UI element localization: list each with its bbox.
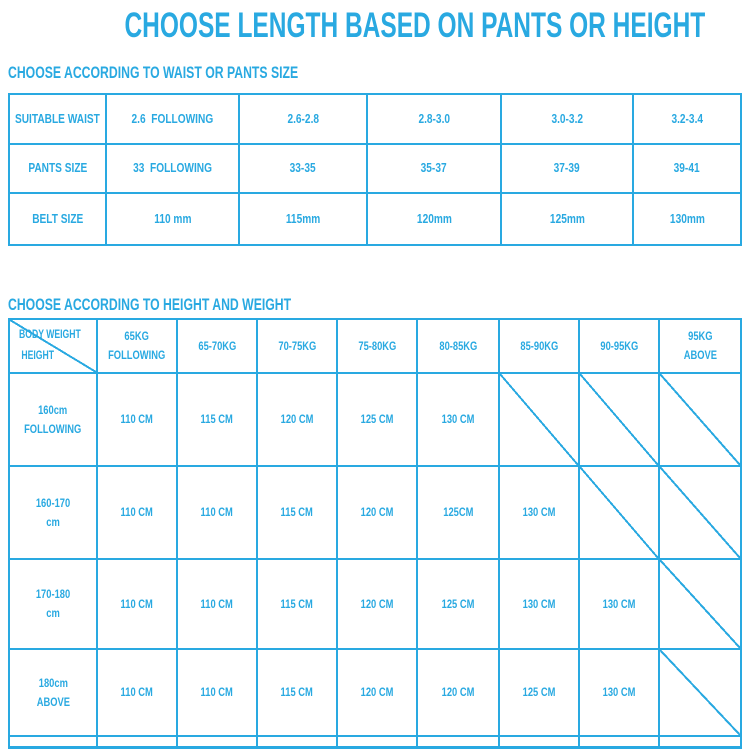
value-cell [634,194,740,244]
belt-length-cell [98,560,178,650]
belt-length-text: 120 CM [360,685,394,700]
belt-length-text: 125 CM [360,412,394,427]
corner-bottom-left [15,346,60,365]
belt-length-text: 115 CM [280,685,314,700]
clipped-cell [10,737,98,746]
clipped-cell [660,737,740,746]
page-title [0,6,750,46]
belt-length-cell [258,650,338,735]
clipped-cell [338,737,418,746]
cell-text-line: FOLLOWING [108,348,166,362]
height-label: HEIGHT [21,348,54,363]
belt-length-text: 125 CM [441,596,475,611]
belt-length-text: 120 CM [360,505,394,520]
page-title-text: CHOOSE LENGTH BASED ON PANTS OR HEIGHT [124,6,706,45]
weight-header-text [600,337,638,356]
belt-length-text: 110 CM [200,685,234,700]
belt-length-text: 110 CM [120,412,154,427]
empty-cell-diagonal [660,374,740,467]
section-heading-waist [8,63,411,83]
value-cell [368,95,502,145]
belt-length-cell [500,650,580,735]
value-text: 130mm [669,211,705,227]
value-cell [240,194,368,244]
belt-length-cell [418,467,500,560]
cell-text-line: 85-90KG [519,338,558,353]
height-row-header-text [36,674,69,711]
weight-header-text [278,337,316,356]
row-header-cell [10,145,107,195]
cell-text-line: 65KG [124,329,150,344]
cell-text-line: 75-80KG [357,338,396,353]
belt-length-cell [580,560,660,650]
empty-cell-diagonal [580,374,660,467]
weight-header-cell [258,320,338,374]
value-cell [634,95,740,145]
weight-header-cell [500,320,580,374]
value-text: 33-35 [290,160,316,176]
value-cell [502,95,634,145]
empty-cell-diagonal [660,650,740,735]
cell-text-line: 160cm [38,402,68,417]
weight-header-cell [338,320,418,374]
belt-length-cell [338,560,418,650]
cell-text-line: 160-170 [35,495,71,510]
value-cell [502,194,634,244]
height-row-header-text [36,585,70,622]
value-text: 37-39 [554,160,580,176]
belt-length-cell [418,650,500,735]
value-cell [634,145,740,195]
corner-header-cell [10,320,98,374]
belt-length-cell [500,467,580,560]
height-weight-table [8,318,742,737]
belt-length-text: 120 CM [360,596,394,611]
waist-pants-size-table [8,93,742,246]
belt-length-cell [338,650,418,735]
belt-length-cell [338,467,418,560]
weight-header-text [439,337,477,356]
value-text: 33 FOLLOWING [133,160,212,176]
empty-cell-diagonal [660,560,740,650]
belt-length-text: 115 CM [200,412,234,427]
value-cell [502,145,634,195]
value-text: 2.8-3.0 [418,110,450,126]
value-text: 3.0-3.2 [551,110,583,126]
belt-length-text: 110 CM [120,505,154,520]
belt-length-cell [258,374,338,467]
belt-length-cell [98,650,178,735]
section-heading-height-text: CHOOSE ACCORDING TO HEIGHT AND WEIGHT [8,295,292,314]
belt-length-text: 115 CM [280,596,314,611]
belt-length-text: 110 CM [120,685,154,700]
value-cell [107,145,240,195]
height-row-header-text [36,494,70,531]
belt-length-text: 120 CM [441,685,475,700]
weight-header-cell [98,320,178,374]
clipped-cell [500,737,580,746]
belt-length-cell [258,560,338,650]
weight-header-text [358,337,396,356]
clipped-cell [258,737,338,746]
belt-length-text: 130 CM [602,596,636,611]
clipped-cell [178,737,258,746]
belt-length-text: 120 CM [280,412,314,427]
height-row-header-text [24,401,81,438]
belt-length-cell [178,467,258,560]
row-header-text: PANTS SIZE [28,160,87,176]
row-header-text: BELT SIZE [31,211,84,227]
cell-text-line: 95KG [687,329,713,344]
cell-text-line: 170-180 [35,587,71,602]
belt-length-cell [178,560,258,650]
belt-length-text: 115 CM [280,505,314,520]
value-text: 110 mm [153,211,192,227]
belt-length-cell [580,650,660,735]
cell-text-line: 180cm [38,675,68,690]
value-cell [107,194,240,244]
belt-length-text: 130 CM [602,685,636,700]
cell-text-line: 90-95KG [599,338,638,353]
cell-text-line: 80-85KG [438,338,477,353]
row-header-cell [10,194,107,244]
height-row-header-cell [10,374,98,467]
value-text: 39-41 [674,160,700,176]
height-row-header-cell [10,467,98,560]
corner-top-right [10,325,93,344]
value-cell [368,194,502,244]
weight-header-text [198,337,236,356]
empty-cell-diagonal [660,467,740,560]
cell-text-line: FOLLOWING [24,421,82,436]
belt-length-text: 110 CM [200,596,234,611]
section-heading-waist-text: CHOOSE ACCORDING TO WAIST OR PANTS SIZE [8,63,299,82]
belt-length-text: 110 CM [200,505,234,520]
row-header-cell [10,95,107,145]
weight-header-text [683,327,716,364]
body-weight-label: BODY WEIGHT [19,327,81,341]
value-cell [240,145,368,195]
cell-text-line: 70-75KG [277,338,316,353]
belt-length-text: 130 CM [522,596,556,611]
height-row-header-cell [10,650,98,735]
belt-length-cell [500,560,580,650]
weight-header-cell [418,320,500,374]
value-cell [368,145,502,195]
weight-header-cell [580,320,660,374]
belt-length-text: 130 CM [522,505,556,520]
belt-length-cell [98,467,178,560]
cell-text-line: cm [46,514,60,529]
weight-header-text [520,337,558,356]
belt-length-cell [98,374,178,467]
clipped-cell [418,737,500,746]
cell-text-line: ABOVE [36,694,70,709]
clipped-cell [580,737,660,746]
belt-length-text: 130 CM [441,412,475,427]
belt-length-cell [258,467,338,560]
belt-length-text: 125 CM [522,685,556,700]
value-cell [240,95,368,145]
row-header-text: SUITABLE WAIST [15,110,100,126]
weight-header-cell [660,320,740,374]
empty-cell-diagonal [580,467,660,560]
clipped-table-row [8,737,742,749]
belt-length-cell [418,560,500,650]
height-row-header-cell [10,560,98,650]
belt-length-cell [178,650,258,735]
value-text: 115mm [285,211,321,227]
cell-text-line: cm [46,606,60,620]
value-text: 2.6 FOLLOWING [131,110,214,126]
value-text: 35-37 [421,160,447,176]
belt-length-text: 110 CM [120,596,154,611]
belt-length-cell [418,374,500,467]
belt-length-text: 125CM [442,505,474,520]
cell-text-line: ABOVE [683,348,717,362]
clipped-cell [98,737,178,746]
value-text: 125mm [549,211,585,227]
empty-cell-diagonal [500,374,580,467]
value-text: 2.6-2.8 [287,110,319,126]
weight-header-cell [178,320,258,374]
value-text: 3.2-3.4 [671,110,703,126]
cell-text-line: 65-70KG [197,338,236,353]
belt-length-cell [338,374,418,467]
weight-header-text [108,327,165,364]
belt-length-cell [178,374,258,467]
value-text: 120mm [416,211,452,227]
section-heading-height [8,295,401,315]
value-cell [107,95,240,145]
